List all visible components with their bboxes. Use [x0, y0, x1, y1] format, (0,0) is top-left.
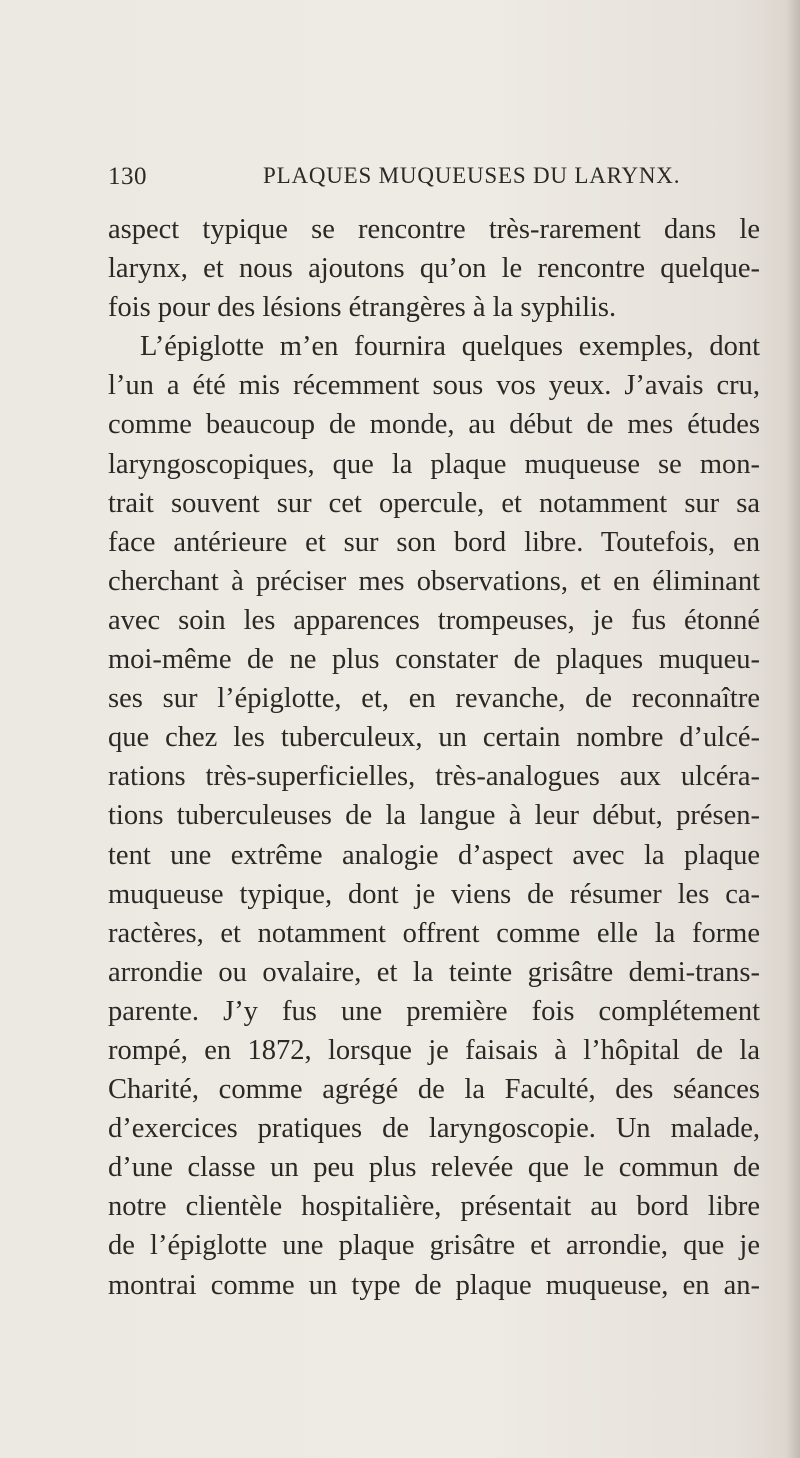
- text-line: ses sur l’épiglotte, et, en revanche, de reconnaître: [108, 683, 760, 715]
- text-line: rompé, en 1872, lorsque je faisais à l’hôpital de la: [108, 1034, 760, 1066]
- text-line: tent une extrême analogie d’aspect avec la plaque: [108, 839, 760, 871]
- text-line: notre clientèle hospitalière, présentait au bord libre: [108, 1191, 760, 1223]
- text-line: de l’épiglotte une plaque grisâtre et arrondie, que je: [108, 1230, 760, 1262]
- text-line: larynx, et nous ajoutons qu’on le rencontre quelque-: [108, 253, 760, 285]
- text-line: cherchant à préciser mes observations, et en éliminant: [108, 565, 760, 597]
- text-line: muqueuse typique, dont je viens de résumer les ca-: [108, 878, 760, 910]
- text-line: rations très-superficielles, très-analogues aux ulcéra-: [108, 761, 760, 793]
- text-line: trait souvent sur cet opercule, et notamment sur sa: [108, 487, 760, 519]
- text-line: Charité, comme agrégé de la Faculté, des séances: [108, 1074, 760, 1106]
- text-line: fois pour des lésions étrangères à la syphilis.: [108, 292, 617, 324]
- page-header: [108, 163, 758, 193]
- text-line: tions tuberculeuses de la langue à leur début, présen-: [108, 800, 760, 832]
- body-text: [108, 210, 760, 1305]
- text-line: parente. J’y fus une première fois complétement: [108, 995, 760, 1027]
- text-line: aspect typique se rencontre très-rarement dans le: [108, 214, 760, 245]
- page-number: 130: [108, 163, 147, 190]
- page-edge-shadow: [786, 0, 800, 1458]
- text-line: comme beaucoup de monde, au début de mes études: [108, 409, 760, 441]
- text-line: L’épiglotte m’en fournira quelques exemples, dont: [140, 331, 760, 363]
- text-line: face antérieure et sur son bord libre. Toutefois, en: [108, 526, 760, 558]
- text-line: montrai comme un type de plaque muqueuse, en an-: [108, 1269, 760, 1301]
- text-line: d’exercices pratiques de laryngoscopie. Un malade,: [108, 1113, 760, 1145]
- text-line: ractères, et notamment offrent comme elle la forme: [108, 917, 760, 949]
- text-line: l’un a été mis récemment sous vos yeux. J’avais cru,: [108, 370, 760, 402]
- running-title: PLAQUES MUQUEUSES DU LARYNX.: [263, 163, 681, 188]
- text-line: que chez les tuberculeux, un certain nombre d’ulcé-: [108, 722, 760, 754]
- text-line: avec soin les apparences trompeuses, je fus étonné: [108, 604, 760, 636]
- text-line: laryngoscopiques, que la plaque muqueuse se mon-: [108, 448, 760, 480]
- text-line: moi-même de ne plus constater de plaques muqueu-: [108, 644, 760, 676]
- text-line: arrondie ou ovalaire, et la teinte grisâtre demi-trans-: [108, 956, 760, 988]
- text-line: d’une classe un peu plus relevée que le commun de: [108, 1152, 760, 1184]
